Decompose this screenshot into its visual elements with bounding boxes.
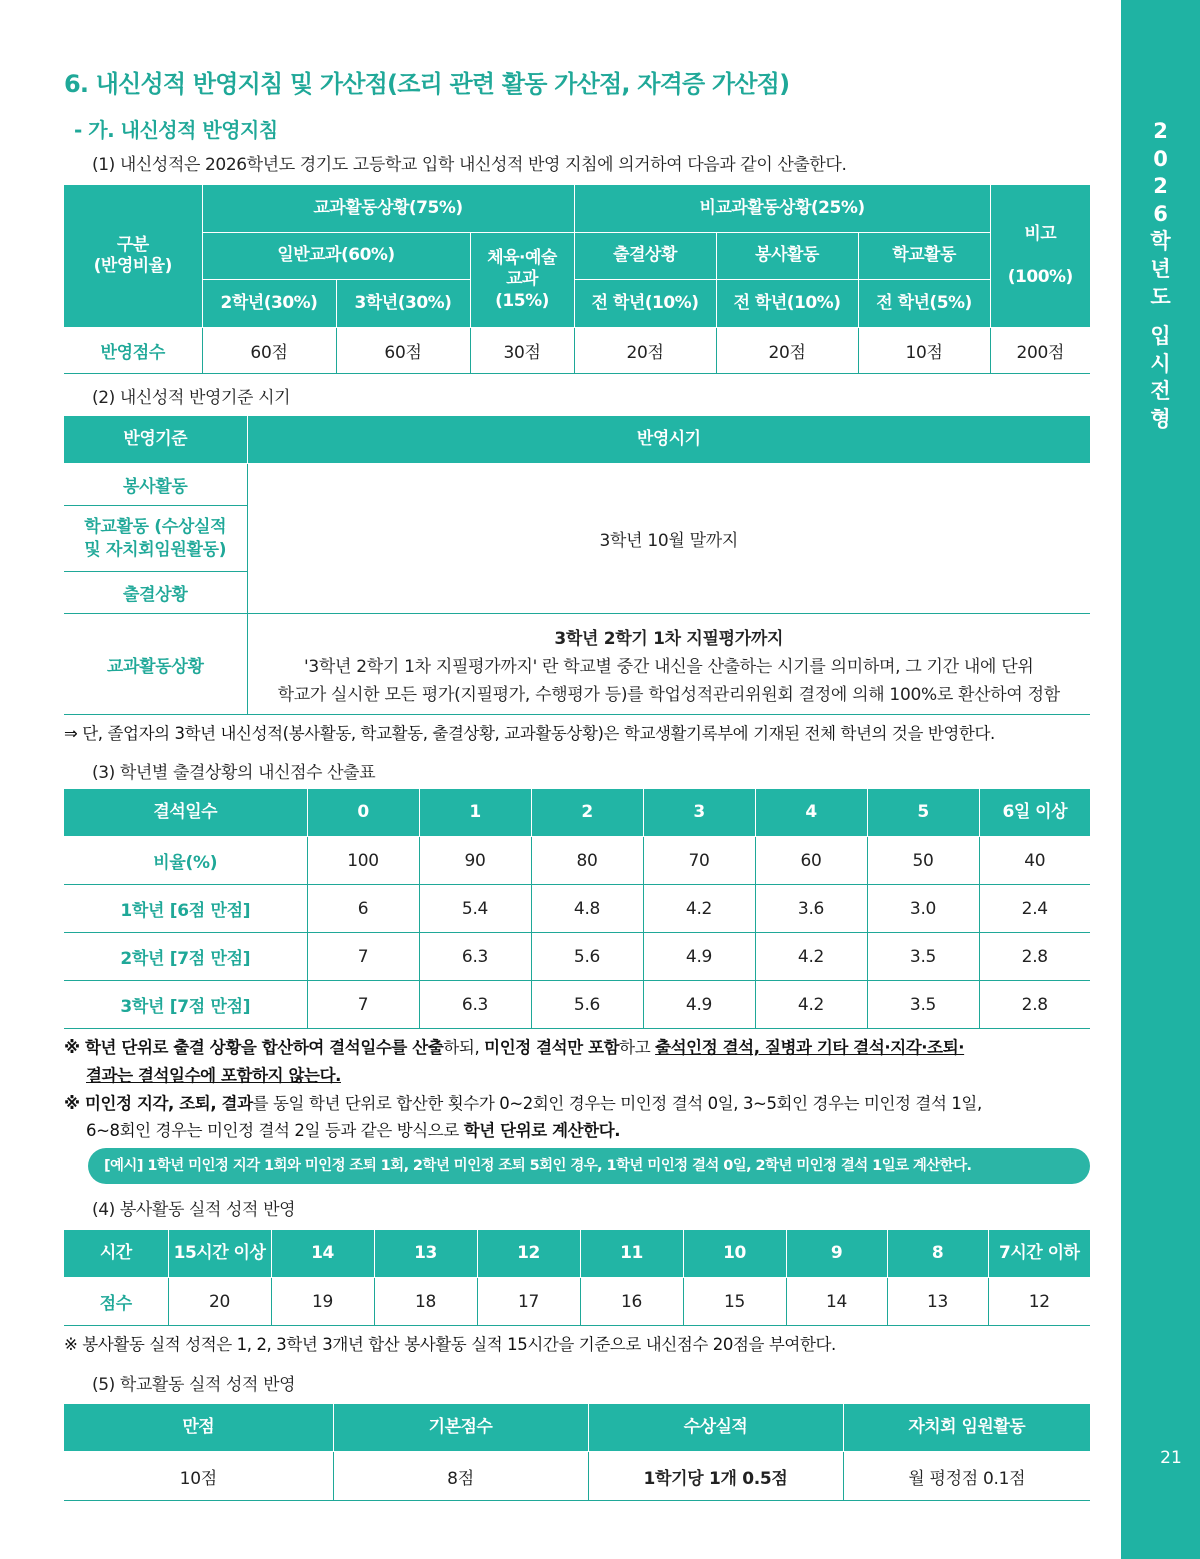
col-header: 10 [683, 1230, 786, 1278]
note-underline: 출석인정 결석, 질병과 기타 결석·지각·조퇴· [655, 1038, 965, 1057]
s1-head-subject: 교과활동상황(75%) [202, 185, 574, 233]
cell: 3.0 [867, 885, 979, 933]
cell: 17 [477, 1278, 580, 1326]
sidebar-char: 년 [1150, 256, 1171, 281]
note-bold: 미인정 결석만 포함 [484, 1038, 620, 1057]
cell: 7 [307, 933, 419, 981]
score-cell: 200점 [990, 328, 1090, 374]
cell: 50 [867, 837, 979, 885]
row-label: 3학년 [7점 만점] [64, 981, 307, 1029]
cell: 18 [374, 1278, 477, 1326]
sidebar-gap [1121, 311, 1200, 323]
note-text: 6~8회인 경우는 미인정 결석 2일 등과 같은 방식으로 [86, 1121, 464, 1140]
note-bold: 학년 단위로 계산한다. [463, 1121, 621, 1140]
col-header: 6일 이상 [979, 789, 1090, 837]
col-header: 15시간 이상 [168, 1230, 271, 1278]
sidebar [1121, 0, 1200, 1559]
cell: 1학기당 1개 0.5점 [588, 1452, 843, 1501]
s1-head-all-grades: 전 학년(10%) [716, 280, 858, 328]
col-header: 3 [643, 789, 755, 837]
cell: 100 [307, 837, 419, 885]
col-header: 시간 [64, 1230, 168, 1278]
cell: 6.3 [419, 981, 531, 1029]
s2-head-basis: 반영기준 [64, 416, 247, 464]
score-cell: 10점 [858, 328, 990, 374]
s1-head-pe: 체육·예술 교과 (15%) [470, 233, 574, 328]
cell: 3.5 [867, 981, 979, 1029]
s1-head-attendance: 출결상황 [574, 233, 716, 280]
sidebar-char: 2 [1153, 119, 1168, 143]
s3-title: (3) 학년별 출결상황의 내신점수 산출표 [92, 763, 376, 783]
table-row [64, 885, 1090, 933]
score-cell: 60점 [336, 328, 470, 374]
cell: 3.5 [867, 933, 979, 981]
s4-title: (4) 봉사활동 실적 성적 반영 [92, 1200, 296, 1220]
s1-head-all-grades: 전 학년(5%) [858, 280, 990, 328]
sidebar-char: 입 [1150, 324, 1171, 349]
score-cell: 60점 [202, 328, 336, 374]
s3-note-2-cont [86, 1117, 620, 1145]
col-header: 자치회 임원활동 [843, 1404, 1090, 1452]
s3-note-2 [64, 1090, 982, 1118]
s4-note: ※ 봉사활동 실적 성적은 1, 2, 3학년 3개년 합산 봉사활동 실적 15시간을 기준으로 내신점수 20점을 부여한다. [64, 1335, 836, 1354]
col-header: 7시간 이하 [988, 1230, 1090, 1278]
s2-title: (2) 내신성적 반영기준 시기 [92, 388, 291, 408]
col-header: 12 [477, 1230, 580, 1278]
row-label: 점수 [64, 1278, 168, 1326]
s1-head-school: 학교활동 [858, 233, 990, 280]
sidebar-char: 0 [1153, 146, 1168, 171]
cell: 2.4 [979, 885, 1090, 933]
col-header: 5 [867, 789, 979, 837]
cell: 15 [683, 1278, 786, 1326]
s3-note-1 [64, 1034, 964, 1062]
note-underline: 결과는 결석일수에 포함하지 않는다. [86, 1066, 341, 1085]
s1-head-nonsubject: 비교과활동상황(25%) [574, 185, 990, 233]
sidebar-title [1121, 118, 1200, 434]
col-header: 9 [786, 1230, 887, 1278]
cell: 20 [168, 1278, 271, 1326]
period-desc-line: 학교가 실시한 모든 평가(지필평가, 수행평가 등)를 학업성적관리위원회 결정에 의해 100%로 환산하여 정함 [277, 685, 1060, 705]
row-label: 비율(%) [64, 837, 307, 885]
period-cell: 3학년 10월 말까지 [247, 464, 1090, 614]
sidebar-char: 도 [1150, 284, 1171, 309]
sidebar-char: 형 [1150, 406, 1171, 431]
cell: 10점 [64, 1452, 333, 1501]
col-header: 1 [419, 789, 531, 837]
cell: 90 [419, 837, 531, 885]
table-row [64, 933, 1090, 981]
s1-head-grade2: 2학년(30%) [202, 280, 336, 328]
cell: 12 [988, 1278, 1090, 1326]
s5-table [64, 1403, 1090, 1501]
cell: 4.2 [643, 885, 755, 933]
col-header: 0 [307, 789, 419, 837]
period-title: 3학년 2학기 1차 지필평가까지 [554, 629, 784, 649]
cell: 4.9 [643, 933, 755, 981]
score-cell: 30점 [470, 328, 574, 374]
s2-head-period: 반영시기 [247, 416, 1090, 464]
cell: 14 [786, 1278, 887, 1326]
cell: 80 [531, 837, 643, 885]
row-label: 반영점수 [64, 328, 202, 374]
s4-table [64, 1229, 1090, 1326]
cell: 4.2 [755, 981, 867, 1029]
note-bold: ※ 학년 단위로 출결 상황을 합산하여 결석일수를 산출 [64, 1038, 444, 1057]
table-row [64, 464, 1090, 506]
s1-table [64, 184, 1090, 374]
col-header: 4 [755, 789, 867, 837]
cell: 2.8 [979, 933, 1090, 981]
score-cell: 20점 [716, 328, 858, 374]
table-row [64, 837, 1090, 885]
s3-note-1-cont [86, 1062, 341, 1090]
cell: 5.4 [419, 885, 531, 933]
s1-head-volunteer: 봉사활동 [716, 233, 858, 280]
col-header: 13 [374, 1230, 477, 1278]
col-header: 수상실적 [588, 1404, 843, 1452]
s2-note: ⇒ 단, 졸업자의 3학년 내신성적(봉사활동, 학교활동, 출결상황, 교과활동상황)은 학교생활기록부에 기재된 전체 학년의 것을 반영한다. [64, 724, 995, 743]
table-row [64, 328, 1090, 374]
subsection-heading: - 가. 내신성적 반영지침 [74, 118, 278, 142]
note-bold: ※ 미인정 지각, 조퇴, 결과 [64, 1094, 253, 1113]
table-row [64, 614, 1090, 715]
cell: 4.8 [531, 885, 643, 933]
example-banner: [예시] 1학년 미인정 지각 1회와 미인정 조퇴 1회, 2학년 미인정 조퇴 5회인 경우, 1학년 미인정 결석 0일, 2학년 미인정 결석 1일로 계산한다. [88, 1148, 1090, 1184]
cell: 60 [755, 837, 867, 885]
s1-title: (1) 내신성적은 2026학년도 경기도 고등학교 입학 내신성적 반영 지침에 의거하여 다음과 같이 산출한다. [92, 155, 847, 175]
cell: 5.6 [531, 933, 643, 981]
row-label: 1학년 [6점 만점] [64, 885, 307, 933]
cell: 5.6 [531, 981, 643, 1029]
period-cell [247, 614, 1090, 715]
s1-head-all-grades: 전 학년(10%) [574, 280, 716, 328]
period-desc-line: '3학년 2학기 1차 지필평가까지' 란 학교별 중간 내신을 산출하는 시기를 의미하며, 그 기간 내에 단위 [304, 657, 1034, 677]
cell: 4.9 [643, 981, 755, 1029]
cell: 16 [580, 1278, 683, 1326]
row-label: 교과활동상황 [64, 614, 247, 715]
page-number: 21 [1160, 1448, 1182, 1468]
s1-head-general: 일반교과(60%) [202, 233, 470, 280]
s1-head-category: 구분 (반영비율) [64, 185, 202, 328]
row-label: 출결상황 [64, 572, 247, 614]
cell: 월 평정점 0.1점 [843, 1452, 1090, 1501]
score-cell: 20점 [574, 328, 716, 374]
s2-table [64, 415, 1090, 715]
row-label: 봉사활동 [64, 464, 247, 506]
col-header: 결석일수 [64, 789, 307, 837]
col-header: 14 [271, 1230, 374, 1278]
col-header: 8 [887, 1230, 988, 1278]
cell: 13 [887, 1278, 988, 1326]
s3-table [64, 788, 1090, 1029]
cell: 7 [307, 981, 419, 1029]
col-header: 만점 [64, 1404, 333, 1452]
note-text: 하되, [443, 1038, 485, 1057]
s1-head-note: 비고 (100%) [990, 185, 1090, 328]
col-header: 기본점수 [333, 1404, 588, 1452]
table-row [64, 1278, 1090, 1326]
sidebar-char: 학 [1150, 229, 1171, 254]
note-text: 를 동일 학년 단위로 합산한 횟수가 0~2회인 경우는 미인정 결석 0일, 3~5회인 경우는 미인정 결석 1일, [252, 1094, 982, 1113]
col-header: 2 [531, 789, 643, 837]
row-label: 학교활동 (수상실적 및 자치회임원활동) [64, 506, 247, 572]
cell: 70 [643, 837, 755, 885]
s1-head-grade3: 3학년(30%) [336, 280, 470, 328]
section-heading: 6. 내신성적 반영지침 및 가산점(조리 관련 활동 가산점, 자격증 가산점) [64, 70, 790, 98]
sidebar-char: 시 [1150, 351, 1171, 376]
row-label: 2학년 [7점 만점] [64, 933, 307, 981]
sidebar-char: 전 [1150, 379, 1171, 404]
cell: 2.8 [979, 981, 1090, 1029]
table-row [64, 1452, 1090, 1501]
table-row [64, 981, 1090, 1029]
cell: 40 [979, 837, 1090, 885]
cell: 8점 [333, 1452, 588, 1501]
cell: 6.3 [419, 933, 531, 981]
s5-title: (5) 학교활동 실적 성적 반영 [92, 1375, 296, 1395]
cell: 4.2 [755, 933, 867, 981]
col-header: 11 [580, 1230, 683, 1278]
cell: 6 [307, 885, 419, 933]
cell: 3.6 [755, 885, 867, 933]
note-text: 하고 [619, 1038, 656, 1057]
sidebar-char: 6 [1153, 201, 1168, 226]
cell: 19 [271, 1278, 374, 1326]
sidebar-char: 2 [1153, 174, 1168, 199]
